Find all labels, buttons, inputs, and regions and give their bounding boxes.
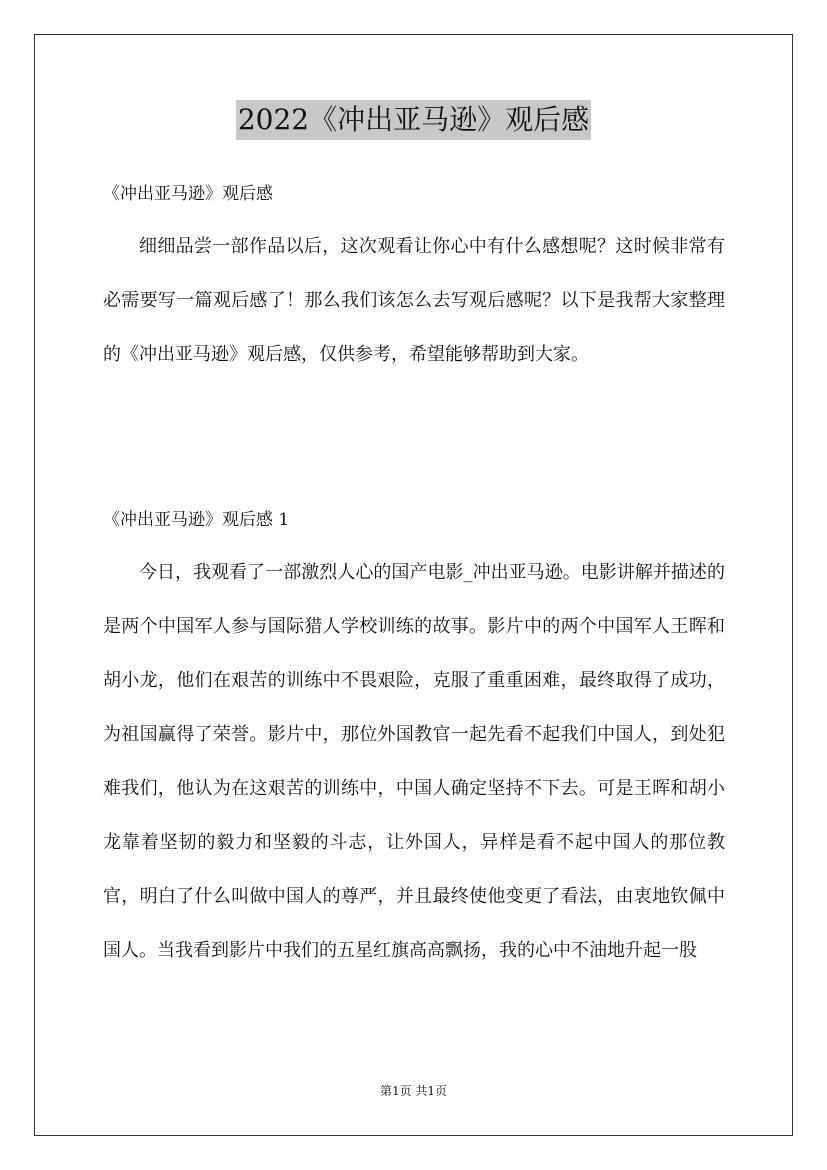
document-title: 2022《冲出亚马逊》观后感 xyxy=(236,100,591,140)
intro-paragraph: 细细品尝一部作品以后，这次观看让你心中有什么感想呢？这时候非常有必需要写一篇观后感了！那么我们该怎么去写观后感呢？以下是我帮大家整理的《冲出亚马逊》观后感，仅供参考，希望能够帮助到大家。 xyxy=(103,236,725,365)
page-number-label: 第1页 共1页 xyxy=(379,1084,448,1098)
title-container xyxy=(0,100,827,140)
section-heading: 《冲出亚马逊》观后感 1 xyxy=(103,510,290,530)
page-footer xyxy=(0,1083,827,1099)
section-body-paragraph: 今日，我观看了一部激烈人心的国产电影_冲出亚马逊。电影讲解并描述的是两个中国军人参与国际猎人学校训练的故事。影片中的两个中国军人王晖和胡小龙，他们在艰苦的训练中不畏艰险，克服了重重困难，最终取得了成功，为祖国赢得了荣誉。影片中，那位外国教官一起先看不起我们中国人，到处犯难我们，他认为在这艰苦的训练中，中国人确定坚持不下去。可是王晖和胡小龙靠着坚韧的毅力和坚毅的斗志，让外国人，异样是看不起中国人的那位教官，明白了什么叫做中国人的尊严，并且最终使他变更了看法，由衷地钦佩中国人。当我看到影片中我们的五星红旗高高飘扬，我的心中不油地升起一股 xyxy=(103,562,725,961)
subtitle: 《冲出亚马逊》观后感 xyxy=(103,184,273,204)
